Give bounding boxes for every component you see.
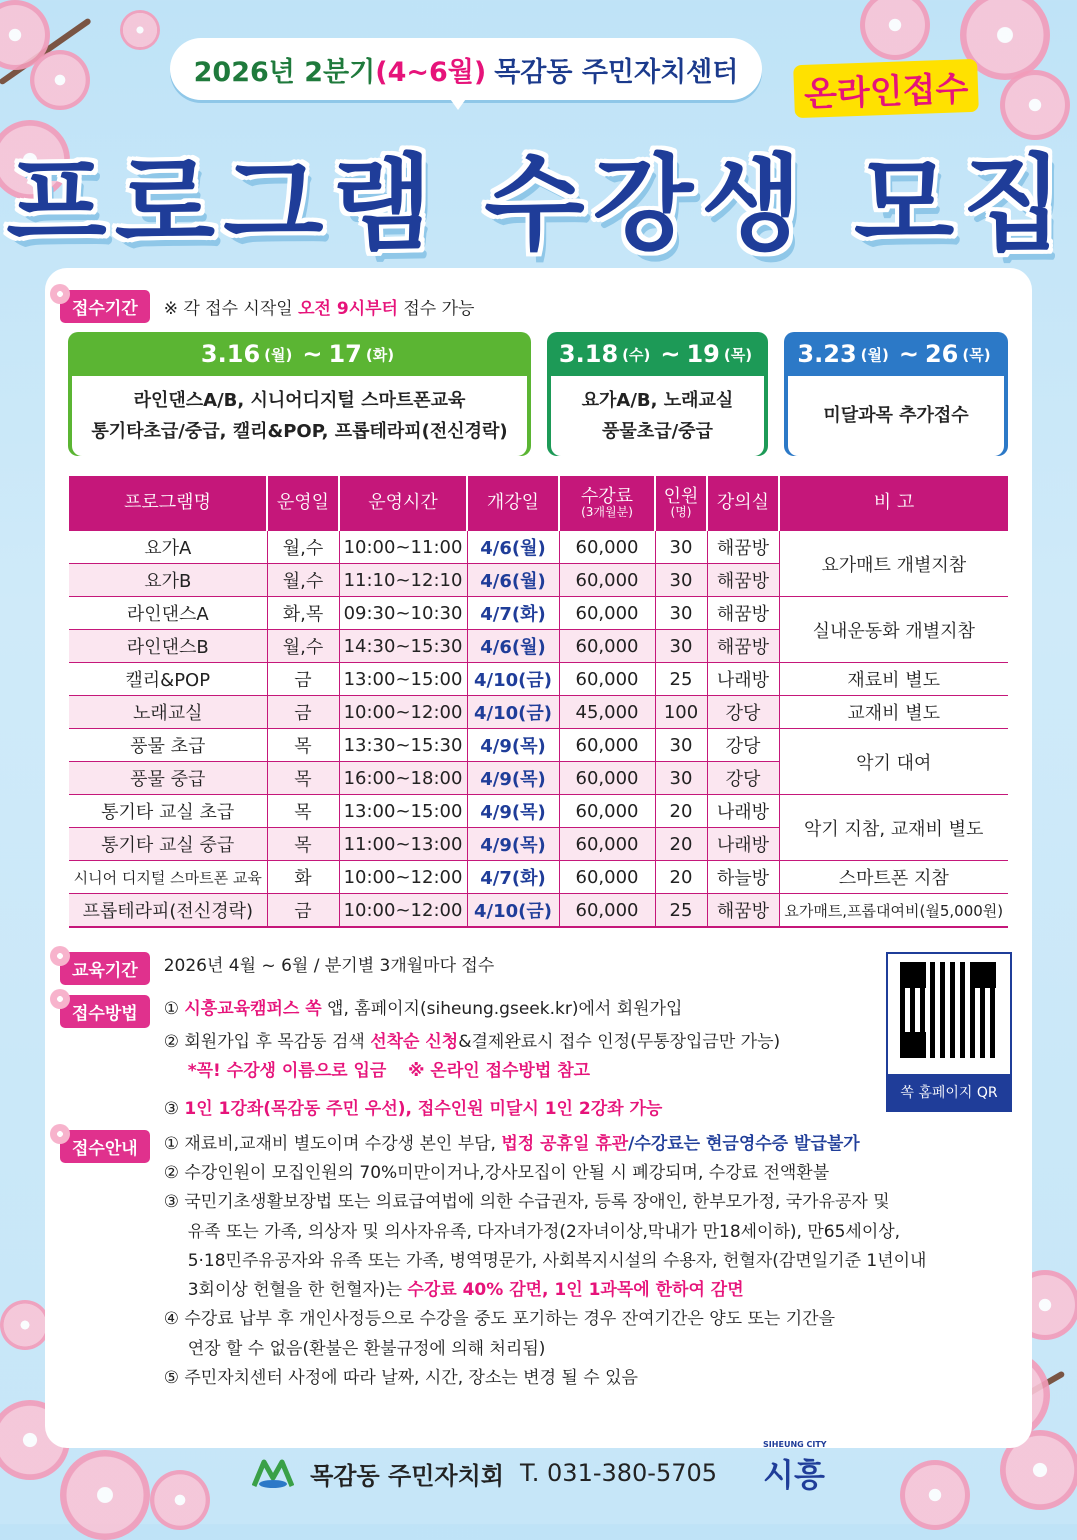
- cell-start: 4/9(목): [467, 795, 559, 828]
- col-program: 프로그램명: [69, 476, 267, 531]
- cell-room: 강당: [707, 762, 779, 795]
- cell-capacity: 25: [655, 894, 707, 928]
- table-row: [69, 531, 1008, 564]
- cell-day: 목: [267, 795, 339, 828]
- blossom-icon: [30, 50, 90, 110]
- subtitle-period: (4~6월): [375, 56, 487, 88]
- cell-time: 10:00~12:00: [339, 894, 467, 928]
- col-note: 비 고: [779, 476, 1008, 531]
- cell-program: 라인댄스A: [69, 597, 267, 630]
- table-row: [69, 597, 1008, 630]
- cell-fee: 60,000: [559, 663, 655, 696]
- cell-note: 악기 대여: [779, 729, 1008, 795]
- cell-day: 월,수: [267, 630, 339, 663]
- method-item-2: ② 회원가입 후 목감동 검색 선착순 신청&결제완료시 접수 인정(무통장입금만 가능): [163, 1032, 781, 1053]
- cell-room: 해꿈방: [707, 564, 779, 597]
- cell-day: 금: [267, 663, 339, 696]
- col-time: 운영시간: [339, 476, 467, 531]
- subtitle-center: 목감동 주민자치센터: [494, 56, 739, 88]
- education-section: [60, 952, 494, 985]
- cell-room: 하늘방: [707, 861, 779, 894]
- table-row: [69, 894, 1008, 928]
- table-row: [69, 696, 1008, 729]
- period-box-2: [547, 332, 768, 456]
- qr-caption: 쏙 홈페이지 QR: [888, 1074, 1010, 1110]
- cell-room: 나래방: [707, 795, 779, 828]
- online-badge: 온라인접수: [793, 59, 979, 118]
- cell-program: 통기타 교실 중급: [69, 828, 267, 861]
- registration-note: ※ 각 접수 시작일 오전 9시부터 접수 가능: [163, 299, 475, 319]
- cell-note: 요가매트,프롭대여비(월5,000원): [779, 894, 1008, 928]
- blossom-icon: [0, 1300, 50, 1350]
- cell-fee: 60,000: [559, 597, 655, 630]
- qr-code-image: [900, 962, 996, 1058]
- cell-capacity: 100: [655, 696, 707, 729]
- cell-fee: 60,000: [559, 861, 655, 894]
- method-item-1: ① 시흥교육캠퍼스 쏙 앱, 홈페이지(siheung.gseek.kr)에서 회원가입: [163, 999, 683, 1019]
- period-box-3: [784, 332, 1008, 456]
- table-header-row: [69, 476, 1008, 531]
- method-item-2-note: *꼭! 수강생 이름으로 입금 ※ 온라인 접수방법 참고: [187, 1061, 591, 1082]
- footer: [0, 1440, 1077, 1496]
- cell-fee: 60,000: [559, 828, 655, 861]
- community-logo-icon: [252, 1456, 294, 1490]
- cell-capacity: 30: [655, 630, 707, 663]
- cell-time: 11:10~12:10: [339, 564, 467, 597]
- cell-capacity: 30: [655, 564, 707, 597]
- cell-day: 목: [267, 762, 339, 795]
- cell-start: 4/9(목): [467, 762, 559, 795]
- table-row: [69, 729, 1008, 762]
- cell-capacity: 30: [655, 531, 707, 564]
- cell-program: 통기타 교실 초급: [69, 795, 267, 828]
- col-start: 개강일: [467, 476, 559, 531]
- period-programs: 미달과목 추가접수: [788, 376, 1004, 456]
- cell-time: 10:00~12:00: [339, 696, 467, 729]
- table-row: [69, 861, 1008, 894]
- cell-room: 해꿈방: [707, 630, 779, 663]
- cell-room: 해꿈방: [707, 597, 779, 630]
- cell-note: 실내운동화 개별지참: [779, 597, 1008, 663]
- cell-start: 4/9(목): [467, 828, 559, 861]
- cell-day: 목: [267, 729, 339, 762]
- cell-start: 4/6(월): [467, 564, 559, 597]
- cell-capacity: 30: [655, 762, 707, 795]
- cell-note: 스마트폰 지참: [779, 861, 1008, 894]
- guide-item-3: ③ 국민기초생활보장법 또는 의료급여법에 의한 수급권자, 등록 장애인, 한부모가정, 국가유공자 및: [163, 1192, 890, 1213]
- cell-capacity: 25: [655, 663, 707, 696]
- cell-program: 시니어 디지털 스마트폰 교육: [69, 861, 267, 894]
- col-fee: 수강료 (3개월분): [559, 476, 655, 531]
- method-section: [60, 995, 780, 1124]
- cell-start: 4/7(화): [467, 861, 559, 894]
- cell-day: 월,수: [267, 531, 339, 564]
- guide-item-2: ② 수강인원이 모집인원의 70%미만이거나,강사모집이 안될 시 폐강되며, 수강료 전액환불: [163, 1163, 830, 1184]
- cell-day: 화,목: [267, 597, 339, 630]
- cell-note: 재료비 별도: [779, 663, 1008, 696]
- guide-tag: 접수안내: [60, 1130, 150, 1163]
- subtitle-year: 2026년 2분기: [193, 56, 376, 88]
- cell-time: 09:30~10:30: [339, 597, 467, 630]
- pill-tail: [448, 96, 468, 110]
- cell-time: 13:00~15:00: [339, 663, 467, 696]
- period-programs: 라인댄스A/B, 시니어디지털 스마트폰교육 통기타초급/중급, 캘리&POP, 프롭테라피(전신경락): [72, 376, 527, 456]
- col-day: 운영일: [267, 476, 339, 531]
- cell-room: 나래방: [707, 663, 779, 696]
- cell-day: 화: [267, 861, 339, 894]
- cell-capacity: 20: [655, 861, 707, 894]
- cell-start: 4/6(월): [467, 630, 559, 663]
- cell-program: 프롭테라피(전신경락): [69, 894, 267, 928]
- cell-room: 해꿈방: [707, 894, 779, 928]
- period-programs: 요가A/B, 노래교실 풍물초급/중급: [551, 376, 764, 456]
- guide-item-1: ① 재료비,교재비 별도이며 수강생 본인 부담, 법정 공휴일 휴관/수강료는 현금영수증 발급불가: [163, 1134, 860, 1154]
- cell-time: 13:30~15:30: [339, 729, 467, 762]
- table-row: [69, 663, 1008, 696]
- program-table: [69, 476, 1008, 928]
- city-logo: SIHEUNG CITY 시흥: [763, 1440, 827, 1494]
- registration-tag: 접수기간: [60, 290, 150, 323]
- cell-time: 10:00~12:00: [339, 861, 467, 894]
- cell-capacity: 20: [655, 795, 707, 828]
- cell-program: 풍물 초급: [69, 729, 267, 762]
- cell-time: 11:00~13:00: [339, 828, 467, 861]
- cell-time: 16:00~18:00: [339, 762, 467, 795]
- cell-fee: 60,000: [559, 531, 655, 564]
- subtitle-pill: [170, 38, 762, 100]
- registration-header: [60, 290, 474, 323]
- guide-item-4: ④ 수강료 납부 후 개인사정등으로 수강을 중도 포기하는 경우 잔여기간은 양도 또는 기간을: [163, 1309, 835, 1330]
- cell-fee: 60,000: [559, 729, 655, 762]
- cell-day: 월,수: [267, 564, 339, 597]
- education-text: 2026년 4월 ~ 6월 / 분기별 3개월마다 접수: [163, 956, 495, 976]
- cell-program: 요가A: [69, 531, 267, 564]
- education-tag: 교육기간: [60, 952, 150, 985]
- cell-fee: 60,000: [559, 564, 655, 597]
- method-tag: 접수방법: [60, 995, 150, 1028]
- cell-program: 캘리&POP: [69, 663, 267, 696]
- cell-start: 4/6(월): [467, 531, 559, 564]
- cell-fee: 60,000: [559, 795, 655, 828]
- period-date: 3.23 (월) ~ 26 (목): [797, 340, 991, 368]
- cell-day: 금: [267, 894, 339, 928]
- period-date: 3.16 (월) ~ 17 (화): [200, 340, 395, 368]
- blossom-icon: [860, 0, 930, 60]
- guide-item-5: ⑤ 주민자치센터 사정에 따라 날짜, 시간, 장소는 변경 될 수 있음: [163, 1367, 638, 1388]
- method-item-3: ③ 1인 1강좌(목감동 주민 우선), 접수인원 미달시 1인 2강좌 가능: [163, 1098, 663, 1119]
- cell-day: 목: [267, 828, 339, 861]
- col-capacity: 인원 (명): [655, 476, 707, 531]
- cell-start: 4/10(금): [467, 663, 559, 696]
- cell-start: 4/10(금): [467, 894, 559, 928]
- footer-org: 목감동 주민자치회: [310, 1461, 504, 1490]
- guide-section: 접수안내 ① 재료비,교재비 별도이며 수강생 본인 부담, 법정 공휴일 휴관/수강료는 현금영수증 발급불가 ② 수강인원이 모집인원의 70%미만이거나,강사모집이 안될 시 폐강되며, 수강료 전액환불 ③ 국민기초생활보장법 또는 의료급여법에 의한 수급권자, 등록 장애인, 한부모가정, 국가유공자 및 유족 또는 가족, 의상자 및 의사자유족, 다자녀가정(2자녀이상,막내가 만18세이하), 만65세이상, 5·18민주유공자와 유족 또는 가족, 병역명문가, 사회복지시설의 수용자, 헌혈자(감면일기준 1년이내 3회이상 헌혈을 한 헌혈자)는 수강료 40% 감면, 1인 1과목에 한하여 감면 ④ 수강료 납부 후 개인사정등으로 수강을 중도 포기하는 경우 잔여기간은 양도 또는 기간을 연장 할 수 없음(환불은 환불규정에 의해 처리됨) ⑤ 주민자치센터 사정에 따라 날짜, 시간, 장소는 변경 될 수 있음: [60, 1130, 926, 1393]
- cell-room: 강당: [707, 696, 779, 729]
- cell-start: 4/7(화): [467, 597, 559, 630]
- period-date: 3.18 (수) ~ 19 (목): [558, 340, 753, 368]
- cell-note: 악기 지참, 교재비 별도: [779, 795, 1008, 861]
- qr-code[interactable]: [886, 952, 1012, 1112]
- cell-fee: 60,000: [559, 894, 655, 928]
- cell-capacity: 30: [655, 597, 707, 630]
- cell-note: 교재비 별도: [779, 696, 1008, 729]
- cell-room: 강당: [707, 729, 779, 762]
- col-room: 강의실: [707, 476, 779, 531]
- cell-program: 라인댄스B: [69, 630, 267, 663]
- cell-room: 나래방: [707, 828, 779, 861]
- cell-capacity: 20: [655, 828, 707, 861]
- cell-program: 풍물 중급: [69, 762, 267, 795]
- cell-capacity: 30: [655, 729, 707, 762]
- cell-day: 금: [267, 696, 339, 729]
- blossom-icon: [120, 10, 160, 50]
- cell-fee: 60,000: [559, 762, 655, 795]
- cell-note: 요가매트 개별지참: [779, 531, 1008, 597]
- cell-start: 4/9(목): [467, 729, 559, 762]
- period-box-1: [68, 332, 531, 456]
- cell-fee: 60,000: [559, 630, 655, 663]
- cell-program: 노래교실: [69, 696, 267, 729]
- cell-time: 13:00~15:00: [339, 795, 467, 828]
- cell-time: 14:30~15:30: [339, 630, 467, 663]
- cell-start: 4/10(금): [467, 696, 559, 729]
- cell-time: 10:00~11:00: [339, 531, 467, 564]
- table-row: [69, 795, 1008, 828]
- cell-room: 해꿈방: [707, 531, 779, 564]
- page-title: 프로그램 수강생 모집: [6, 143, 1071, 265]
- cell-program: 요가B: [69, 564, 267, 597]
- footer-tel: T. 031-380-5705: [519, 1459, 718, 1487]
- cell-fee: 45,000: [559, 696, 655, 729]
